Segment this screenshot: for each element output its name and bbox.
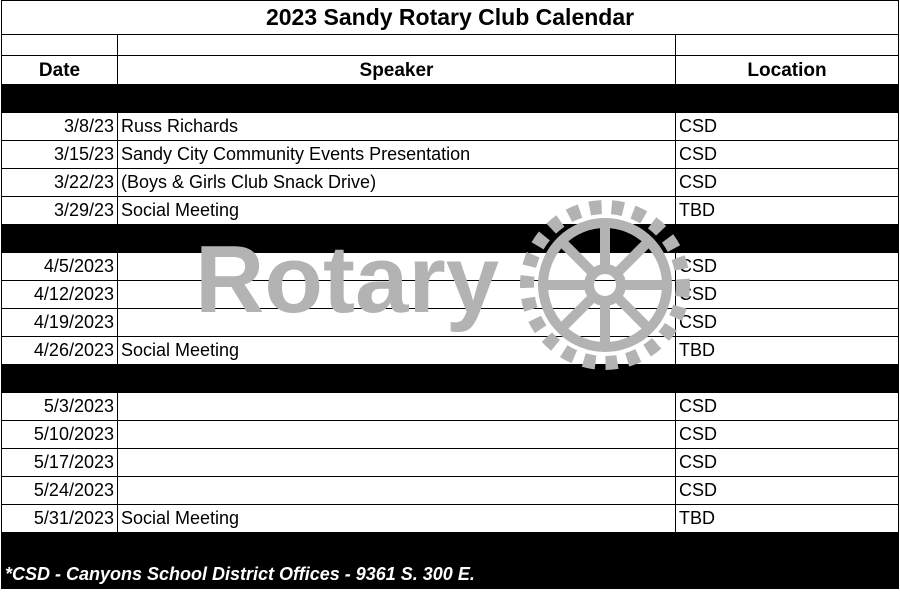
speaker-cell: Russ Richards [118,113,676,141]
date-cell: 4/19/2023 [2,309,118,337]
date-cell: 4/26/2023 [2,337,118,365]
date-cell: 5/17/2023 [2,449,118,477]
speaker-cell [118,393,676,421]
date-cell: 4/12/2023 [2,281,118,309]
location-cell: CSD [676,253,899,281]
table-row [2,421,899,449]
table-row [2,281,899,309]
column-header-speaker: Speaker [118,56,676,85]
page-title: 2023 Sandy Rotary Club Calendar [2,1,899,35]
column-header-date: Date [2,56,118,85]
title-row [2,1,899,35]
table-row [2,169,899,197]
speaker-cell: Social Meeting [118,197,676,225]
table-row [2,477,899,505]
date-cell: 3/15/23 [2,141,118,169]
date-cell: 3/22/23 [2,169,118,197]
location-cell: CSD [676,393,899,421]
date-cell: 5/31/2023 [2,505,118,533]
table-row [2,337,899,365]
table-row [2,505,899,533]
location-cell: CSD [676,281,899,309]
location-cell: CSD [676,477,899,505]
month-divider-april [2,225,899,253]
rotary-watermark-text: Rotary [195,226,500,333]
location-cell: CSD [676,141,899,169]
speaker-cell: Social Meeting [118,337,676,365]
date-cell: 5/24/2023 [2,477,118,505]
blank-row [2,35,899,56]
speaker-cell: Sandy City Community Events Presentation [118,141,676,169]
date-cell: 3/29/23 [2,197,118,225]
location-cell: TBD [676,197,899,225]
location-cell: CSD [676,169,899,197]
table-row [2,197,899,225]
speaker-cell [118,421,676,449]
date-cell: 3/8/23 [2,113,118,141]
table-row [2,449,899,477]
table-row [2,141,899,169]
footnote-row [2,561,899,589]
date-cell: 5/3/2023 [2,393,118,421]
location-cell: CSD [676,113,899,141]
speaker-cell [118,253,676,281]
header-row [2,56,899,85]
month-divider-may [2,365,899,393]
table-row [2,253,899,281]
speaker-cell [118,309,676,337]
table-row [2,393,899,421]
speaker-cell: (Boys & Girls Club Snack Drive) [118,169,676,197]
speaker-cell [118,449,676,477]
location-cell: CSD [676,449,899,477]
calendar-table [1,0,899,589]
speaker-cell [118,281,676,309]
location-cell: TBD [676,505,899,533]
month-divider-march [2,85,899,113]
speaker-cell: Social Meeting [118,505,676,533]
location-cell: CSD [676,421,899,449]
date-cell: 4/5/2023 [2,253,118,281]
speaker-cell [118,477,676,505]
column-header-location: Location [676,56,899,85]
footnote: *CSD - Canyons School District Offices - 9361 S. 300 E. [2,561,676,589]
location-cell: CSD [676,309,899,337]
date-cell: 5/10/2023 [2,421,118,449]
location-cell: TBD [676,337,899,365]
table-row [2,309,899,337]
table-row [2,113,899,141]
month-divider-end [2,533,899,561]
